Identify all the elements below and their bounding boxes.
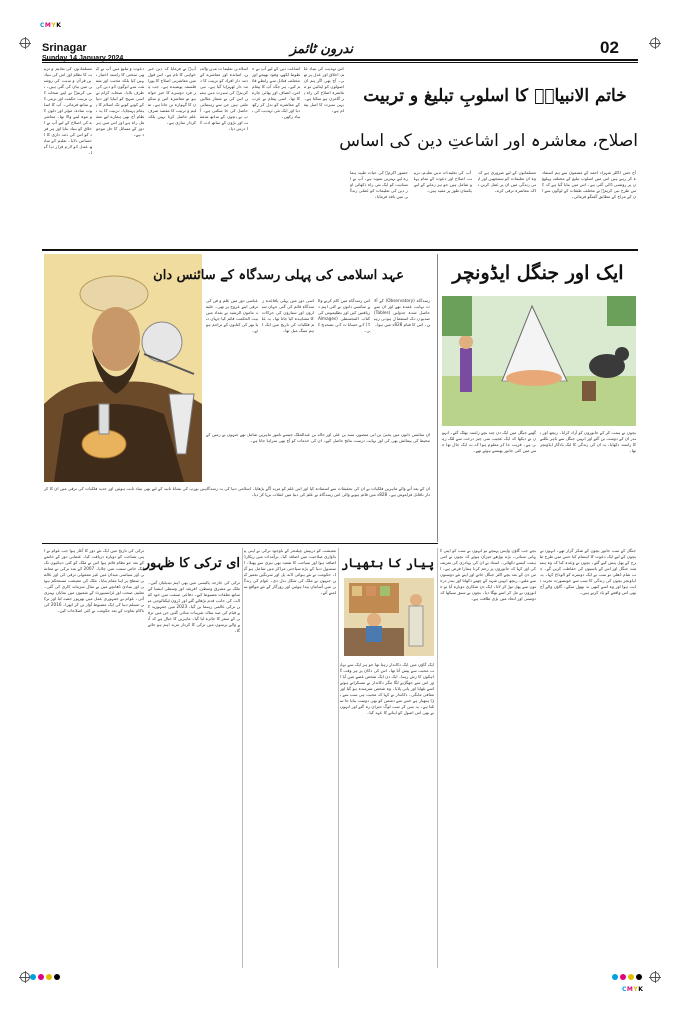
adventure-column: گھنے جنگل میں ایک دن چند بچے راستہ بھٹک گئے۔ انہوں نے دیکھا کہ ایک عجیب سی چیز درخت سے لٹک رہی ہے۔ قریب جا کر معلوم ہوا کہ یہ ایک جال تھا جس میں کئی جانور پھنسے ہوئے تھے۔ (442, 430, 536, 453)
column-divider (338, 548, 339, 968)
registration-mark-icon (20, 38, 30, 48)
column-divider (437, 254, 438, 542)
color-registration-bar (612, 974, 652, 980)
masthead: ندرون ٹائمز (290, 42, 353, 57)
section-rule (42, 249, 638, 251)
science-column-footer: ان کے بعد آنے والے ماہرین فلکیات نے ان کی تحقیقات سے استفادہ کیا اور اس علم کو مزید آگے بڑھایا۔ اسلامی دنیا کی یہ رسدگاہیں یورپ کی نشاۃ ثانیہ کے لیے بھی بنیاد ثابت ہوئیں اور جدید فلکیات کی ترقی میں ان کا کردار ناقابل فراموش ہے۔ 828ء میں قائم ہونے والی اس رسدگاہ نے علم کی دنیا میں انقلاب برپا کر دیا۔ (44, 486, 430, 497)
adventure-column: بچوں نے ہمت کر کے جانوروں کو آزاد کرایا۔ ریچھ اور بندر ان کے دوست بن گئے اور انہیں جنگل سے باہر نکلنے کا راستہ دکھایا۔ یہ ان کی زندگی کا ایک یادگار ایڈونچر تھا۔ (540, 430, 636, 453)
scientist-illustration (44, 254, 202, 482)
registration-mark-icon (650, 38, 660, 48)
lead-column: اسلامی تعلیمات میں والدین، اساتذہ اور معاشرے کے ذمہ دار افراد کو تربیت کا ذمہ دار ٹھہرایا گیا ہے۔ نبی کریمؐ کی سیرت میں ہمیں اس کی بے شمار مثالیں ملتی ہیں جن سے رہنمائی حاصل کی جا سکتی ہے۔ آپ نے بچوں کے ساتھ شفقت اور بڑوں کے ساتھ ادب کا درس دیا۔ (200, 66, 248, 131)
header-rule-thin (42, 62, 638, 63)
cmyk-top-label: CMYK (40, 22, 62, 29)
jungle-icon (442, 296, 636, 426)
adventure-title: ایک اور جنگل ایڈونچر (452, 262, 624, 284)
cmyk-bottom-label: CMYK (622, 986, 644, 993)
turkey-column: ترکی کی خارجہ پالیسی میں بھی اہم تبدیلیاں آئیں۔ ملک نے مشرق وسطیٰ، افریقہ اور وسطی ایشیا کے ساتھ تعلقات مضبوط کیے۔ دفاعی صنعت میں خود کفالت کی جانب قدم بڑھائے گئے اور ڈرون ٹیکنالوجی میں ترکی عالمی رہنما بن گیا۔ 2023 میں جمہوریہ کے قیام کی صد سالہ تقریبات منائی گئیں جن میں ترقی کے سفر کا جائزہ لیا گیا۔ ماہرین کا خیال ہے کہ آنے والے برسوں میں ترکی کا کردار مزید اہم ہو جائے گا۔ (148, 580, 240, 633)
lead-intro-column: حضور اکرمؐ کی حیات طیبہ ہمارے لیے بہترین نمونہ ہے۔ آپ نے انسانیت کو ایک نئی راہ دکھائی اور دین کی تعلیمات کو عملی زندگی میں نافذ فرمایا۔ (350, 170, 408, 199)
page-number: 02 (600, 38, 619, 57)
lead-column: دعوت و تبلیغ میں آپ نے کبھی سختی کا راستہ اختیار نہیں کیا بلکہ محبت اور شفقت سے لوگوں کو دین کی طرف بلایا۔ صحابہ کرام نے اسی منہج کو اپنایا اور دنیا کے کونے کونے تک اسلام کا پیغام پہنچایا۔ تربیت کا یہ نظام آج بھی ہمارے لیے مشعل راہ ہے اور اس میں ہر دور کے مسائل کا حل موجود ہے۔ (96, 66, 144, 137)
registration-mark-icon (20, 972, 30, 982)
adventure-continued-column: بچے جب گاؤں واپس پہنچے تو انہوں نے سب کو اپنی کہانی سنائی۔ بڑے بوڑھے حیران ہوئے کہ بچوں نے اتنی ہمت کیسے دکھائی۔ استاد نے ان کی بہادری کی تعریف کی اور کہا کہ جانوروں پر رحم کرنا ہمارا فرض ہے۔ اس دن کے بعد بچے اکثر جنگل جاتے اور اپنے نئے دوستوں سے ملتے۔ ریچھ انہیں شہد کے چھتے دکھاتا اور بندر درختوں سے پھل توڑ کر لاتا۔ ایک دن شکاری دوبارہ آیا تو جانوروں نے مل کر اسے بھگا دیا۔ بچوں نے سبق سیکھا کہ دوستی اور اتحاد میں بڑی طاقت ہے۔ (440, 548, 536, 601)
science-title: عہد اسلامی کی پہلی رسدگاہ کے سائنس دان (153, 268, 404, 283)
lead-column: اشاعت دین کے لیے آپ نے خطوط لکھے، وفود بھیجے اور مختلف قبائل سے رابطے قائم کیے۔ ہر جگہ آپ کا پیغام امن، انصاف اور بھائی چارے کا تھا۔ اسی پیغام نے عرب کے معاشرے کو بدل کر رکھ دیا اور ایک نئی تہذیب کی بنیاد رکھی۔ (252, 66, 300, 119)
scientist-icon (44, 254, 202, 482)
column-divider (437, 548, 438, 968)
lead-column: مسلمانوں کی تعلیم و تربیت کا نظام اور اس کی بنیادیں قرآن و سنت کی روشنی میں بیان کی گئی ہیں۔ نبی کریمؐ نے اپنے صحابہ کی تربیت حکمت اور نرمی کے ساتھ فرمائی۔ آپ کا اسلوب سادہ، مؤثر اور دلوں کو موہ لینے والا تھا۔ معاشرے کی اصلاح کے لیے آپ نے اخلاق کو بنیاد بنایا اور ہر فرد کو اس کی ذمہ داری کا احساس دلایا۔ تعلیم کے ساتھ عمل کو لازم قرار دیا گیا۔ (44, 66, 92, 155)
shop-icon (344, 578, 434, 656)
lead-column: اس تہذیب کی بنیاد علم، اخلاق اور عدل پر تھی۔ آج بھی اگر ہم ان اصولوں کو اپنائیں تو معاشرہ اصلاح کی راہ پر گامزن ہو سکتا ہے۔ یہی سیرت کا اصل پیغام ہے۔ (304, 66, 344, 113)
love-weapon-column: ایک گاؤں میں ایک دکاندار رہتا تھا جو ہر ایک سے نہایت محبت سے پیش آتا تھا۔ اس کی دکان پر ہر وقت گاہکوں کا رش رہتا۔ ایک دن ایک شخص غصے میں آیا اور اس سے جھگڑنے لگا مگر دکاندار نے مسکراتے ہوئے اسے بٹھایا اور پانی پلایا۔ وہ شخص شرمندہ ہو گیا اور معافی مانگی۔ دکاندار نے کہا کہ محبت ہی سب سے بڑا ہتھیار ہے جس سے دشمن کو بھی دوست بنایا جا سکتا ہے۔ یہ سن کر سب لوگ حیران رہ گئے اور انہوں نے بھی اس اصول کو اپنانے کا عہد کیا۔ (340, 662, 434, 715)
section-rule (42, 543, 438, 544)
lead-column: آپؐ نے فرمایا کہ دین خیر خواہی کا نام ہے۔ اس قول میں معاشرتی اصلاح کا پورا فلسفہ پوشیدہ ہے۔ جب ہر فرد دوسرے کا خیر خواہ ہو تو معاشرہ امن و سکون کا گہوارہ بن جاتا ہے۔ تعلیم و تربیت کا مقصد صرف علم حاصل کرنا نہیں بلکہ کردار سازی ہے۔ (148, 66, 196, 125)
column-divider (242, 548, 243, 968)
city-name: Srinagar (42, 42, 87, 54)
header-rule (42, 59, 638, 61)
science-column-lower: ان سائنس دانوں میں یحییٰ بن ابی منصور، سند بن علی اور خالد بن عبدالملک جیسے نامور ماہرین شامل تھے جنہوں نے زمین کے محیط کی پیمائش بھی کی اور نہایت درست نتائج حاصل کیے۔ ان کی خدمات کو آج بھی سراہا جاتا ہے۔ (206, 432, 430, 443)
lead-intro-column: آج جس ڈاکٹر شہزاد احمد کے مضمون سے ہم استفادہ کر رہے ہیں اس میں اسلوب تبلیغ کے مختلف پہلوؤں پر روشنی ڈالی گئی ہے۔ اس میں بتایا گیا ہے کہ کس طرح نبی کریمؐ نے مختلف طبقات کے لوگوں سے ان کے مزاج کے مطابق گفتگو فرمائی۔ (542, 170, 636, 199)
science-column: عباسی دور میں علم و فن کی ترقی اپنے عروج پر تھی۔ خلیفہ مامون الرشید نے بغداد میں بیت الحکمت قائم کیا جہاں دنیا بھر کی کتابوں کے تراجم ہوئے۔ (206, 298, 258, 333)
jungle-illustration (442, 296, 636, 426)
turkey-column: معیشت کو درپیش چیلنجز کے باوجود ترکی نے اپنی پیداواری صلاحیت میں اضافہ کیا۔ برآمدات میں ریکارڈ اضافہ ہوا اور سیاحت کا شعبہ بھی تیزی سے پھیلا۔ استنبول دنیا کے بڑے سیاحتی مراکز میں شامل ہو گیا۔ حکومت نے نئے ہوائی اڈے، پل اور سرنگیں تعمیر کیں جنہوں نے ملک کی شکل بدل دی۔ عوام کی زندگی میں آسانیاں پیدا ہوئیں اور روزگار کے نئے مواقع سامنے آئے۔ (244, 548, 336, 595)
science-column: رسدگاہ (Observatory) کے آلات نہایت عمدہ تھے اور ان سے حاصل شدہ جدولیں (Tables) صدیوں تک استعمال ہوتی رہیں۔ اس کا قیام 828ء میں ہوا۔ (374, 298, 430, 327)
science-column: اسی دور میں پہلی باقاعدہ رسدگاہ قائم کی گئی جہاں سیاروں اور ستاروں کی حرکات کا مشاہدہ کیا جاتا تھا۔ یہ علم فلکیات کی تاریخ میں ایک اہم سنگ میل تھا۔ (262, 298, 314, 333)
turkey-title: ای ترکی کا ظہور (143, 556, 240, 571)
color-registration-bar (30, 974, 70, 980)
lead-subtitle: اصلاح، معاشرہ اور اشاعتِ دین کی اساس (339, 131, 638, 151)
lead-intro-column: آپ کی تعلیمات میں تعلیم، تربیت، اصلاح اور دعوت کے تمام پہلو شامل ہیں جو ہر زمانے کے لیے یکساں طور پر مفید ہیں۔ (414, 170, 472, 193)
love-weapon-title: پیار کا ہتھیار (341, 556, 434, 570)
turkey-column: ترکی کی تاریخ میں ایک نئے دور کا آغاز ہوا جب عوام نے اپنی شناخت کو دوبارہ دریافت کیا۔ عثمانی دور کے خاتمے کے بعد جو نظام قائم ہوا اس نے ملک کو کئی دہائیوں تک ایک خاص سمت میں چلایا۔ 2007 کے بعد ترکی نے معاشی اور سیاسی میدان میں غیر معمولی ترقی کی اور عالمی سطح پر اپنا مقام بنایا۔ ملک کی معیشت مستحکم ہوئی اور بنیادی ڈھانچے میں بے مثال سرمایہ کاری کی گئی۔ تعلیم، صحت اور ٹرانسپورٹ کے شعبوں میں نمایاں بہتری آئی۔ عوام نے جمہوری عمل میں بھرپور حصہ لیا اور ترکی مسلم دنیا کی ایک مضبوط آواز بن کر ابھرا۔ 2016 کی ناکام بغاوت کے بعد حکومت نے کئی اصلاحات کیں۔ (44, 548, 144, 613)
adventure-continued-column: جنگل کے سب جانور بچوں کے شکر گزار تھے۔ انہوں نے بچوں کے لیے ایک دعوت کا اہتمام کیا جس میں طرح طرح کے پھل پیش کیے گئے۔ بچوں نے وعدہ کیا کہ وہ ہمیشہ جنگل اور اس کے باسیوں کی حفاظت کریں گے۔ جب شام ڈھلی تو سب نے ایک دوسرے کو الوداع کہا۔ یہ ایڈونچر بچوں کی زندگی کا سب سے خوبصورت تجربہ ثابت ہوا اور وہ اسے کبھی نہ بھول سکے۔ گاؤں والے آج بھی اس واقعے کو یاد کرتے ہیں۔ (540, 548, 636, 595)
lead-intro-column: مسلمانوں کے لیے ضروری ہے کہ وہ ان تعلیمات کو سمجھیں اور اپنی زندگی میں ان پر عمل کریں تاکہ معاشرہ ترقی کرے۔ (478, 170, 536, 193)
science-column: اس رسدگاہ میں کام کرنے والے سائنس دانوں نے کئی اہم دریافتیں کیں اور بطلیموس کی کتاب المجسطی (Almagest) کے حسابات کی تصحیح کی۔ (318, 298, 370, 333)
shop-illustration (344, 578, 434, 656)
lead-title: خاتم الانبیاءؐ کا اسلوبِ تبلیغ و تربیت (363, 86, 627, 106)
